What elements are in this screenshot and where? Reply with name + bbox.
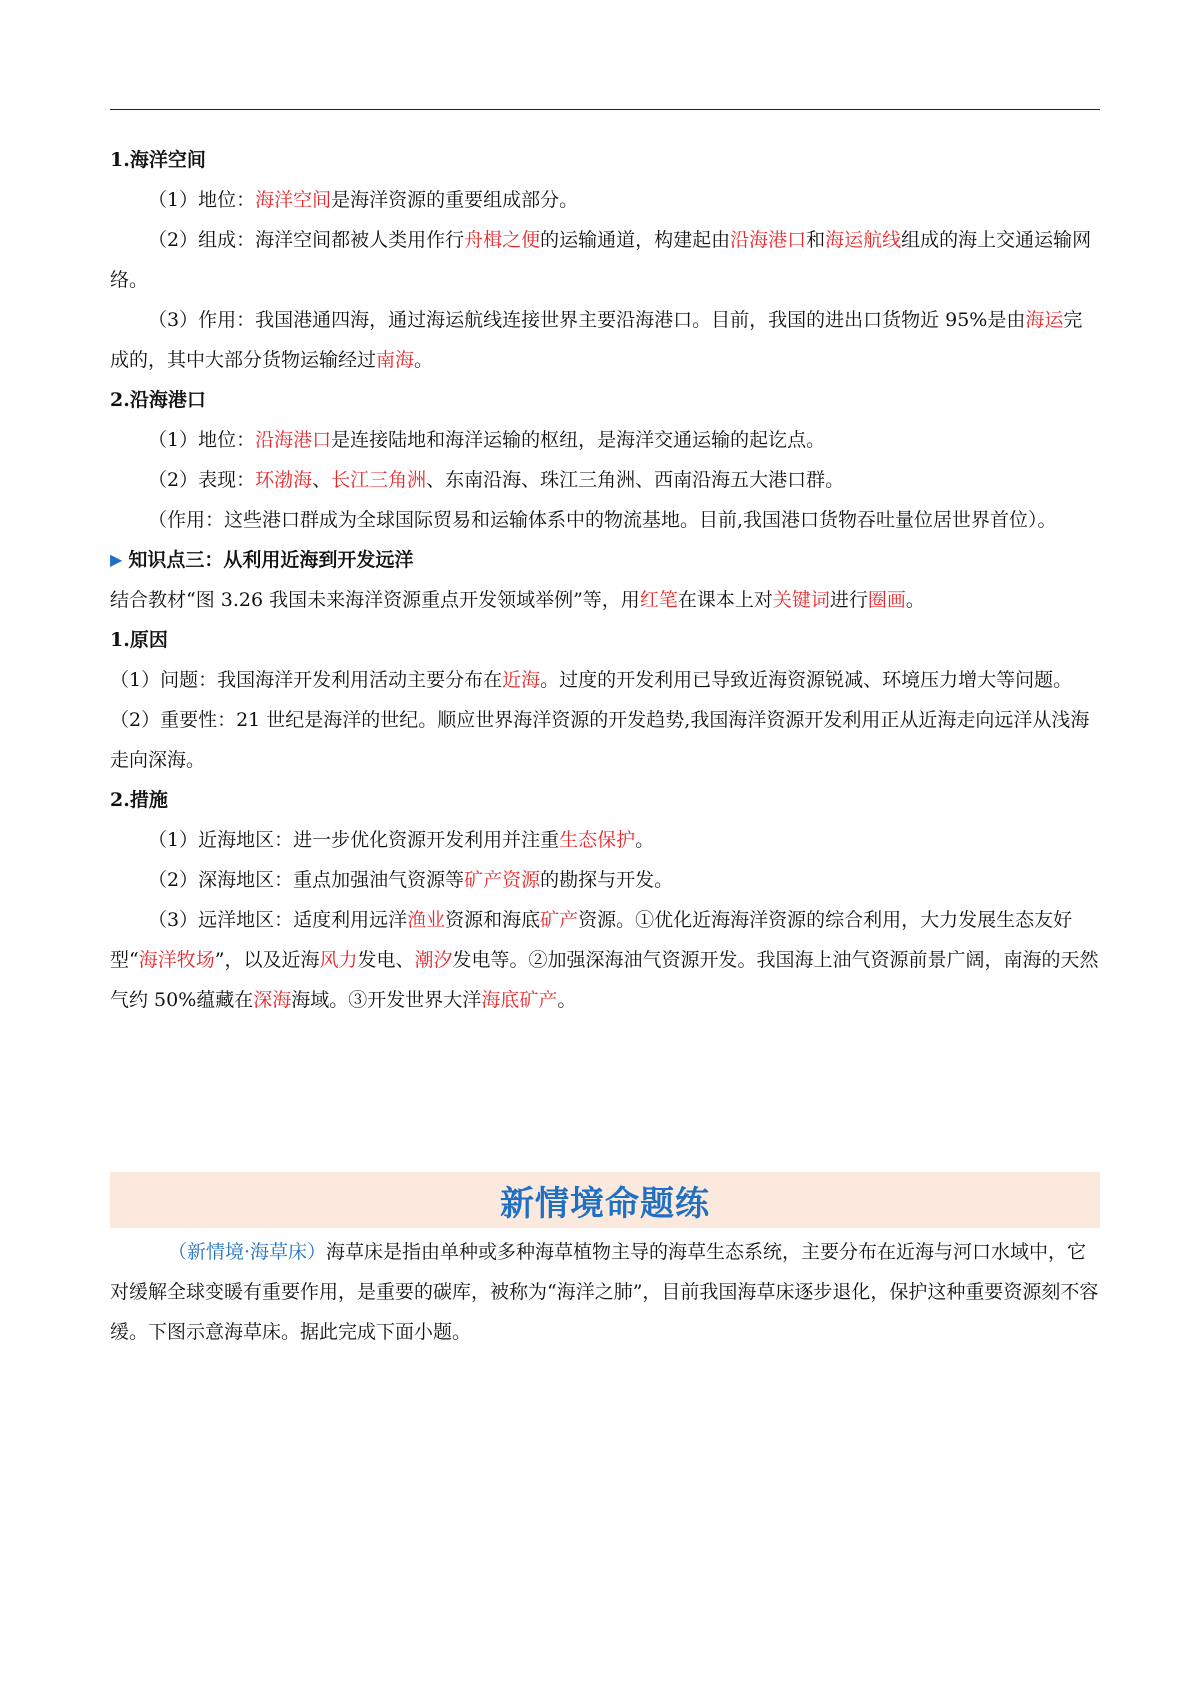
scenario-paragraph [110, 1232, 1100, 1352]
keyword-highlight: 红笔 [639, 589, 678, 611]
scenario-tag: （新情境·海草床） [168, 1241, 327, 1263]
keyword-highlight: 沿海港口 [730, 229, 807, 251]
text-run: （1）近海地区：进一步优化资源开发利用并注重 [148, 829, 560, 851]
keyword-highlight: 矿产资源 [464, 869, 541, 891]
text-run: （3）远洋地区：适度利用远洋 [148, 909, 408, 931]
scenario-block [110, 1232, 1100, 1352]
text-run: （1）地位： [148, 189, 256, 211]
keyword-highlight: 渔业 [407, 909, 446, 931]
text-run: 完成的，其中大部分货物运输经过 [110, 309, 1083, 371]
text-run: 的运输通道，构建起由 [540, 229, 731, 251]
keyword-highlight: 沿海港口 [255, 429, 332, 451]
keyword-highlight: 海洋空间 [255, 189, 332, 211]
text-run: ”，以及近海 [214, 949, 320, 971]
text-run: 发电等。②加强深海油气资源开发。我国海上油气资源前景广阔，南海的天然气约 50%蕴藏在 [110, 949, 1099, 1011]
keyword-highlight: 深海 [253, 989, 292, 1011]
text-run: 是海洋资源的重要组成部分。 [331, 189, 579, 211]
keyword-highlight: 生态保护 [559, 829, 636, 851]
text-run: 、 [312, 469, 332, 491]
text-run: 资源和海底 [445, 909, 541, 931]
keyword-highlight: 环渤海 [255, 469, 313, 491]
paragraph-ocean-space-position [110, 180, 1100, 220]
section-heading-measures: 2.措施 [110, 789, 168, 811]
keyword-highlight: 圈画 [867, 589, 906, 611]
keyword-highlight: 关键词 [772, 589, 830, 611]
section-heading-reasons: 1.原因 [110, 629, 168, 651]
scenario-text: 海草床是指由单种或多种海草植物主导的海草生态系统，主要分布在近海与河口水域中，它对缓解全球变暖有重要作用，是重要的碳库，被称为“海洋之肺”，目前我国海草床逐步退化，保护这种重要资源刻不容缓。下图示意海草床。据此完成下面小题。 [110, 1241, 1099, 1343]
text-run: 结合教材“图 3.26 我国未来海洋资源重点开发领域举例”等，用 [110, 589, 640, 611]
paragraph-reasons-importance: （2）重要性：21 世纪是海洋的世纪。顺应世界海洋资源的开发趋势,我国海洋资源开发利用正从近海走向远洋从浅海走向深海。 [110, 709, 1090, 771]
paragraph-ports-manifestation [110, 460, 1100, 500]
paragraph-measures-deepsea [110, 860, 1100, 900]
triangle-right-icon: ▶ [110, 550, 123, 569]
keyword-highlight: 风力 [319, 949, 358, 971]
keyword-highlight: 南海 [376, 349, 415, 371]
keyword-highlight: 海运 [1025, 309, 1064, 331]
text-run: （2）表现： [148, 469, 256, 491]
keyword-highlight: 近海 [502, 669, 541, 691]
text-run: 资源。①优化近海海洋资源的综合利用，大力发展生态友好型“ [110, 909, 1073, 971]
section-heading-coastal-ports: 2.沿海港口 [110, 389, 206, 411]
text-run: 。 [635, 829, 655, 851]
text-run: 、东南沿海、珠江三角洲、西南沿海五大港口群。 [426, 469, 845, 491]
keyword-highlight: 海洋牧场 [138, 949, 215, 971]
paragraph-measures-nearshore [110, 820, 1100, 860]
text-run: 海域。③开发世界大洋 [291, 989, 482, 1011]
banner-title: 新情境命题练 [500, 1183, 710, 1224]
knowledge-point-title: 知识点三：从利用近海到开发远洋 [128, 549, 414, 571]
knowledge-point-heading [110, 540, 1100, 580]
paragraph-measures-ocean [110, 900, 1100, 1020]
section-banner [110, 1172, 1100, 1228]
text-run: 组成的海上交通运输网络。 [110, 229, 1092, 291]
keyword-highlight: 海运航线 [825, 229, 902, 251]
text-run: （2）组成：海洋空间都被人类用作行 [148, 229, 465, 251]
document-body [110, 140, 1100, 1020]
text-run: 。 [414, 349, 434, 371]
paragraph-ocean-space-composition [110, 220, 1100, 300]
text-run: （1）地位： [148, 429, 256, 451]
paragraph-ports-role: （作用：这些港口群成为全球国际贸易和运输体系中的物流基地。目前,我国港口货物吞吐量位居世界首位）。 [148, 509, 1057, 531]
keyword-highlight: 潮汐 [414, 949, 453, 971]
text-run: 是连接陆地和海洋运输的枢纽，是海洋交通运输的起讫点。 [331, 429, 826, 451]
text-run: 的勘探与开发。 [540, 869, 674, 891]
paragraph-reasons-problem [110, 660, 1100, 700]
keyword-highlight: 矿产 [540, 909, 579, 931]
header-rule [110, 109, 1100, 110]
keyword-highlight: 海底矿产 [481, 989, 558, 1011]
text-run: 。过度的开发利用已导致近海资源锐减、环境压力增大等问题。 [540, 669, 1073, 691]
text-run: 和 [806, 229, 826, 251]
keyword-highlight: 舟楫之便 [464, 229, 541, 251]
text-run: 。 [905, 589, 925, 611]
paragraph-ports-position [110, 420, 1100, 460]
section-heading-ocean-space: 1.海洋空间 [110, 149, 206, 171]
paragraph-instruction [110, 580, 1100, 620]
text-run: （3）作用：我国港通四海，通过海运航线连接世界主要沿海港口。目前，我国的进出口货物近 95%是由 [148, 309, 1026, 331]
text-run: 发电、 [357, 949, 415, 971]
paragraph-ocean-space-function [110, 300, 1100, 380]
text-run: （1）问题：我国海洋开发利用活动主要分布在 [110, 669, 503, 691]
text-run: 进行 [829, 589, 868, 611]
text-run: （2）深海地区：重点加强油气资源等 [148, 869, 465, 891]
keyword-highlight: 长江三角洲 [331, 469, 427, 491]
text-run: 。 [557, 989, 577, 1011]
text-run: 在课本上对 [677, 589, 773, 611]
